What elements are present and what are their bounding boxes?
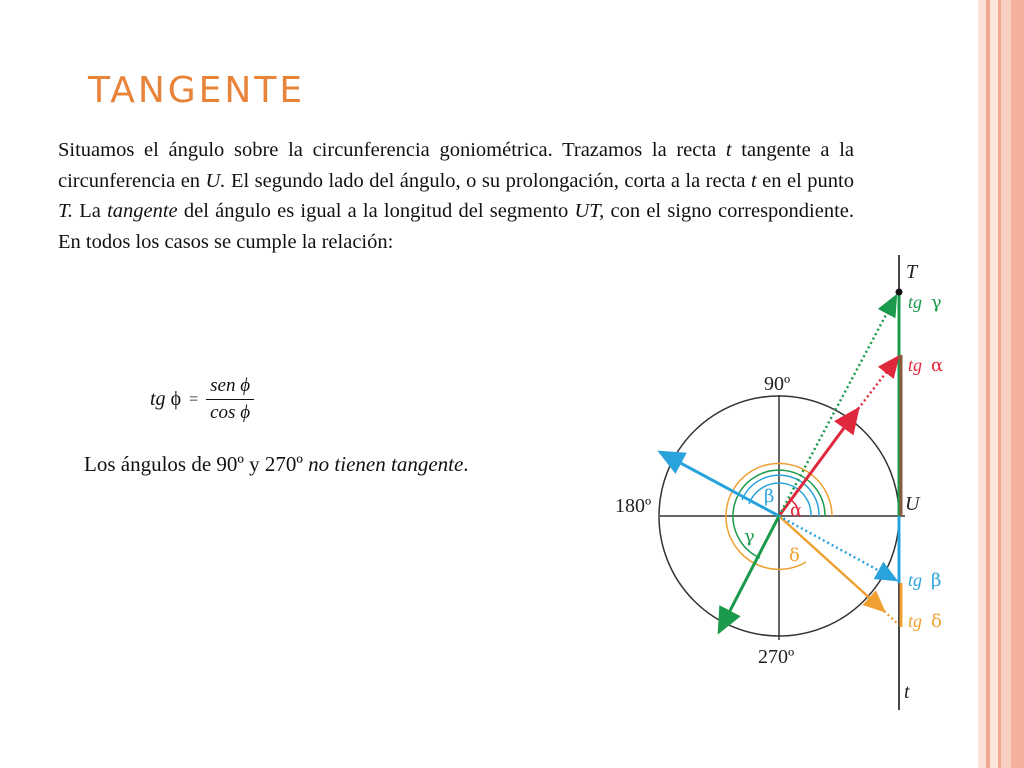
para-text-1: Situamos el ángulo sobre la circunferencia goniométrica. Trazamos la recta bbox=[58, 139, 726, 161]
label-t: t bbox=[904, 681, 910, 703]
label-T: T bbox=[906, 261, 918, 283]
prolong-alpha bbox=[858, 357, 898, 409]
label-beta: β bbox=[764, 486, 775, 507]
para-text-5: La bbox=[73, 200, 108, 222]
tg-alpha-fn: tg bbox=[908, 355, 923, 375]
para-emphasis-tangente: tangente bbox=[107, 200, 178, 222]
para-text-6: del ángulo es igual a la longitud del segmento bbox=[177, 200, 575, 222]
tg-beta-sym: β bbox=[931, 570, 942, 591]
formula-denominator: cos ϕ bbox=[210, 402, 251, 423]
tg-delta-fn: tg bbox=[908, 611, 923, 631]
para-text-2: tangente a la circunferencia en bbox=[58, 139, 854, 192]
label-U: U bbox=[905, 493, 920, 515]
slide-title: TANGENTE bbox=[88, 70, 306, 111]
label-270: 270º bbox=[758, 646, 795, 668]
tg-gamma-fn: tg bbox=[908, 292, 923, 312]
formula-fn: tg bbox=[150, 388, 166, 410]
para-var-t2: t bbox=[751, 169, 757, 192]
ray-beta bbox=[660, 452, 779, 516]
note-emphasis: no tienen tangente bbox=[308, 452, 464, 476]
label-90: 90º bbox=[764, 373, 791, 395]
para-text-7: con el signo correspondiente. En todos los casos se cumple la relación: bbox=[58, 200, 855, 253]
label-tg-beta bbox=[908, 570, 941, 591]
label-tg-delta bbox=[908, 611, 942, 632]
prolong-gamma bbox=[779, 296, 896, 516]
formula-var: ϕ bbox=[170, 388, 182, 410]
prolong-delta bbox=[884, 611, 898, 624]
tg-delta-sym: δ bbox=[931, 611, 942, 632]
tg-gamma-sym: γ bbox=[931, 292, 942, 313]
label-tg-gamma bbox=[908, 292, 942, 313]
label-delta: δ bbox=[789, 545, 800, 566]
tg-alpha-sym: α bbox=[931, 355, 944, 376]
note-prefix: Los ángulos de 90º y 270º bbox=[84, 452, 309, 476]
label-alpha: α bbox=[790, 500, 803, 521]
tg-beta-fn: tg bbox=[908, 570, 923, 590]
para-text-3: El segundo lado del ángulo, o su prolongación, corta a la recta bbox=[225, 169, 751, 192]
formula-numerator: sen ϕ bbox=[206, 375, 254, 400]
note-suffix: . bbox=[463, 452, 469, 476]
label-tg-alpha bbox=[908, 355, 943, 376]
label-gamma: γ bbox=[744, 526, 755, 547]
formula-equals: = bbox=[189, 390, 199, 408]
para-var-ut: UT, bbox=[574, 200, 605, 222]
para-var-T: T. bbox=[58, 200, 74, 222]
para-var-u: U. bbox=[205, 169, 226, 192]
para-text-4: en el punto bbox=[756, 169, 854, 192]
para-var-t: t bbox=[725, 139, 732, 161]
label-180: 180º bbox=[615, 495, 652, 517]
point-T bbox=[896, 289, 903, 296]
